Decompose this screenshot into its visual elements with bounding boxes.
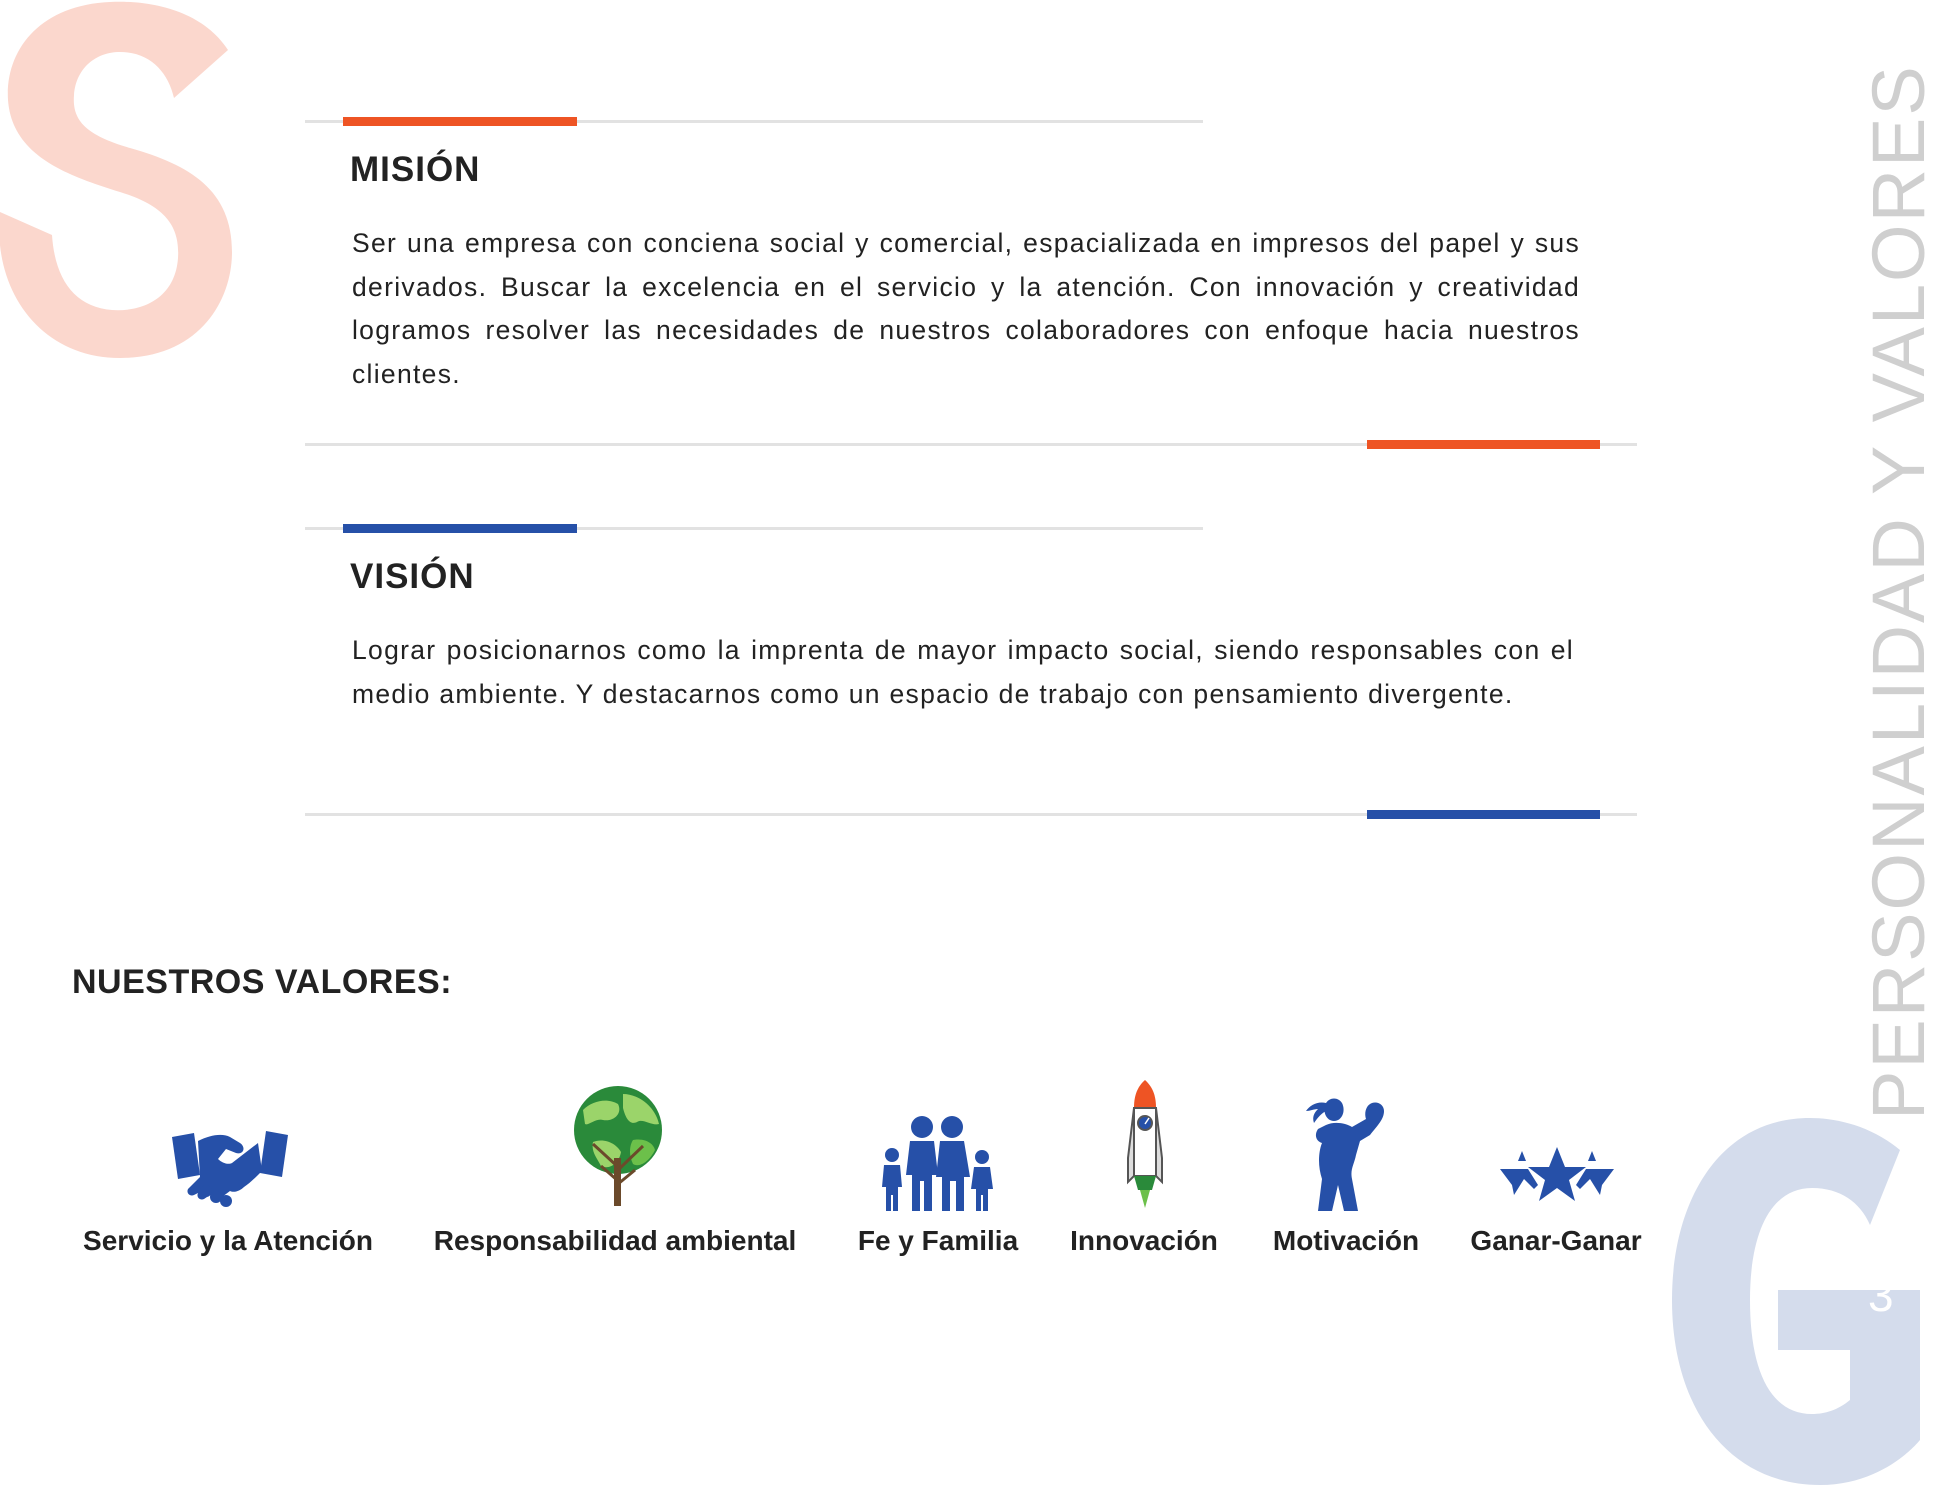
globe-tree-icon <box>563 1080 673 1210</box>
handshake-icon <box>170 1125 290 1210</box>
mission-bottom-accent <box>1367 440 1600 449</box>
vision-top-accent <box>343 524 577 533</box>
decorative-s-shape <box>0 0 260 380</box>
rocket-icon <box>1122 1078 1168 1210</box>
value-label-service: Servicio y la Atención <box>83 1225 373 1256</box>
values-heading: NUESTROS VALORES: <box>72 963 453 1001</box>
value-label-family: Fe y Familia <box>857 1225 1019 1256</box>
family-icon <box>880 1115 995 1213</box>
mission-top-accent <box>343 117 577 126</box>
page-number: 3 <box>1868 1269 1894 1321</box>
side-title: PERSONALIDAD Y VALORES <box>1857 64 1940 1120</box>
mission-body: Ser una empresa con conciena social y comercial, espacializada en impresos del papel y sus derivados. Buscar la excelencia en el servicio y la atención. Con innovación y creatividad logramos resolver las necesidades de nuestros colaboradores con enfoque hacia nuestros clientes. <box>352 228 1580 389</box>
value-label-environment: Responsabilidad ambiental <box>433 1225 797 1256</box>
strong-woman-icon <box>1296 1095 1391 1212</box>
vision-body: Lograr posicionarnos como la imprenta de mayor impacto social, siendo responsables con el medio ambiente. Y destacarnos como un espacio de trabajo con pensamiento divergente. <box>352 635 1574 709</box>
value-label-innovation: Innovación <box>1070 1225 1218 1256</box>
vision-bottom-accent <box>1367 810 1600 819</box>
stars-icon <box>1498 1145 1616 1210</box>
mission-title: MISIÓN <box>350 150 481 189</box>
vision-title: VISIÓN <box>350 557 475 596</box>
value-label-win-win: Ganar-Ganar <box>1470 1225 1642 1256</box>
value-label-motivation: Motivación <box>1272 1225 1420 1256</box>
